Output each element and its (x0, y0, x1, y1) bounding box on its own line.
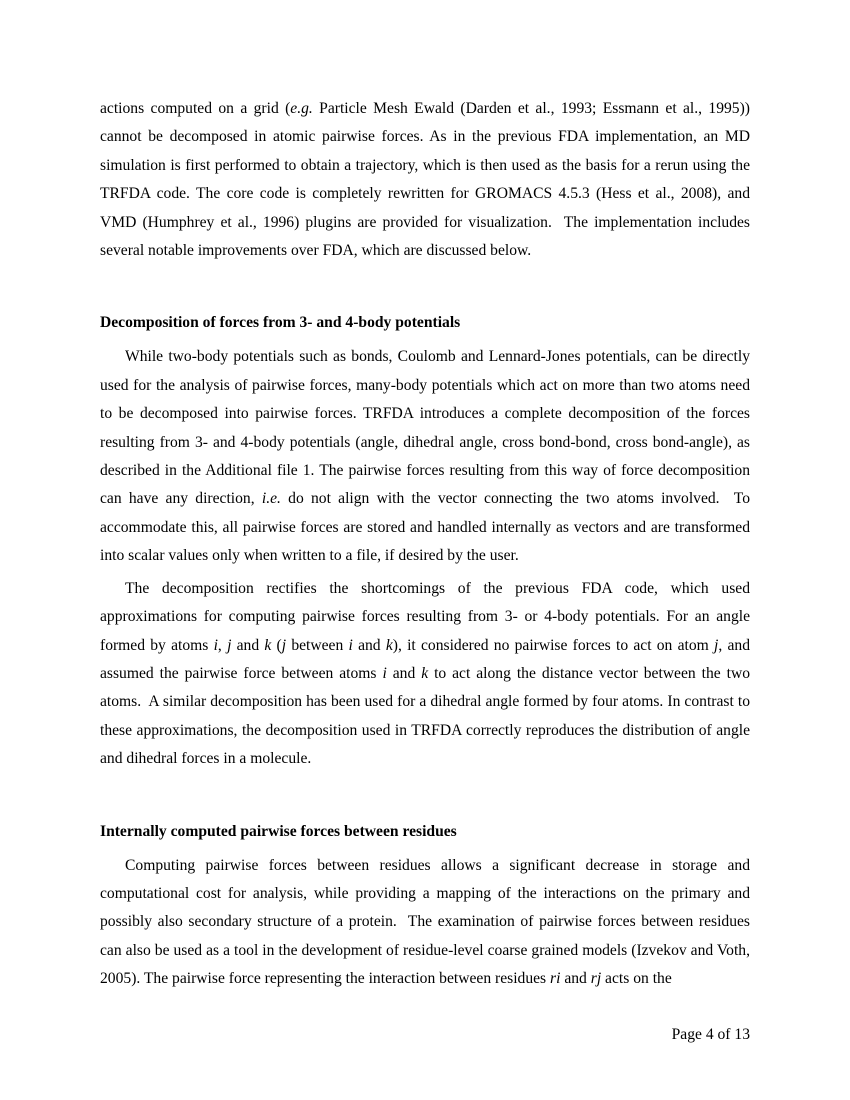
paragraph-decomposition-1: While two-body potentials such as bonds, Coulomb and Lennard-Jones potentials, can be directly used for the analysis of pairwise forces, many-body potentials which act on more than two atoms need to be decomposed into pairwise forces. TRFDA introduces a complete decomposition of the forces resulting from 3- and 4-body potentials (angle, dihedral angle, cross bond-bond, cross bond-angle), as described in the Additional file 1. The pairwise forces resulting from this way of force decomposition can have any direction, i.e. do not align with the vector connecting the two atoms involved. To accommodate this, all pairwise forces are stored and handled internally as vectors and are transformed into scalar values only when written to a file, if desired by the user. (100, 348, 750, 565)
paragraph-decomposition-2: The decomposition rectifies the shortcomings of the previous FDA code, which used approximations for computing pairwise forces resulting from 3- or 4-body potentials. For an angle formed by atoms i, j and k (j between i and k), it considered no pairwise forces to act on atom j, and assumed the pairwise force between atoms i and k to act along the distance vector between the two atoms. A similar decomposition has been used for a dihedral angle formed by four atoms. In contrast to these approximations, the decomposition used in TRFDA correctly reproduces the distribution of angle and dihedral forces in a molecule. (100, 579, 751, 768)
paragraph-residues-1: Computing pairwise forces between residues allows a significant decrease in storage and computational cost for analysis, while providing a mapping of the interactions on the primary and possibly also secondary structure of a protein. The examination of pairwise forces between residues can also be used as a tool in the development of residue-level coarse grained models (Izvekov and Voth, 2005). The pairwise force representing the interaction between residues ri and rj acts on the (100, 856, 750, 988)
paragraph-intro: actions computed on a grid (e.g. Particle Mesh Ewald (Darden et al., 1993; Essmann et al., 1995)) cannot be decomposed in atomic pairwise forces. As in the previous FDA implementation, an MD simulation is first performed to obtain a trajectory, which is then used as the basis for a rerun using the TRFDA code. The core code is completely rewritten for GROMACS 4.5.3 (Hess et al., 2008), and VMD (Humphrey et al., 1996) plugins are provided for visualization. The implementation includes several notable improvements over FDA, which are discussed below. (100, 100, 750, 260)
section-heading-decomposition: Decomposition of forces from 3- and 4-body potentials (100, 314, 461, 332)
page-body (100, 95, 750, 994)
page-number: Page 4 of 13 (671, 1026, 750, 1043)
section-heading-residues: Internally computed pairwise forces between residues (100, 822, 457, 840)
